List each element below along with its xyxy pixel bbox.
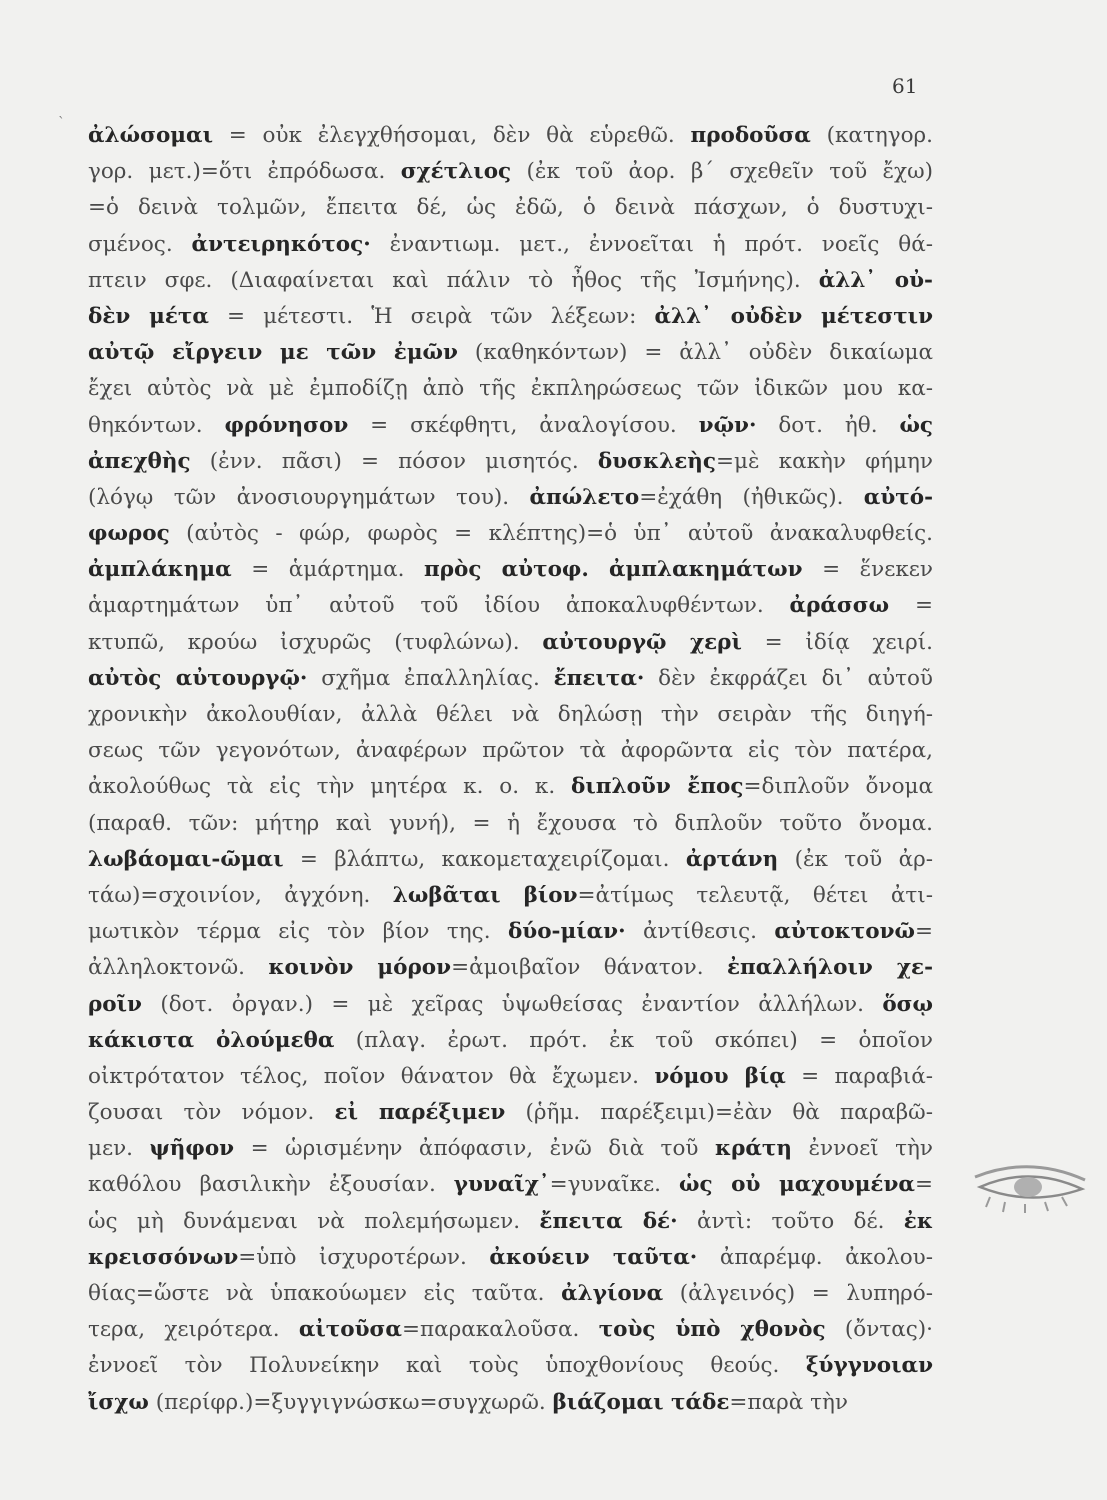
text-line	[88, 1312, 933, 1348]
gloss: (κατηγορ.	[810, 123, 933, 148]
lemma: αὐτουργῷ χερὶ	[542, 629, 742, 655]
gloss: ἁμαρτημάτων ὑπ᾽ αὐτοῦ τοῦ ἰδίου ἀποκαλυφθέντων.	[88, 593, 790, 619]
lemma: ἔπειτα·	[553, 665, 645, 691]
text-line	[88, 335, 933, 371]
gloss: τάω)=σχοινίον, ἀγχόνη.	[88, 882, 393, 908]
gloss: =ἀμοιβαῖον θάνατον.	[451, 955, 727, 981]
gloss: (ὄντας)·	[825, 1317, 933, 1343]
gloss: ἀλληλοκτονῶ.	[88, 955, 269, 981]
gloss: (ἐνν. πᾶσι) = πόσον μισητός.	[190, 448, 598, 474]
gloss: = μέτεστι. Ἡ σειρὰ τῶν λέξεων:	[208, 303, 655, 329]
lemma: ἔπειτα δέ·	[539, 1208, 678, 1234]
lemma: αὐτοκτονῶ	[774, 919, 915, 945]
lemma: φρόνησον	[224, 412, 349, 438]
text-line	[88, 263, 933, 299]
text-line	[88, 1059, 933, 1095]
lemma: ἀρτάνη	[685, 846, 779, 872]
text-line	[88, 1023, 933, 1059]
gloss: =ὁ δεινὰ τολμῶν, ἔπειτα δέ, ὡς ἐδῶ, ὁ δεινὰ πάσχων, ὁ δυστυχι-	[88, 195, 933, 221]
lemma: ἀλγίονα	[561, 1281, 664, 1306]
lemma: αἰτοῦσα	[298, 1317, 402, 1343]
gloss: = ἰδίᾳ χειρί.	[741, 629, 933, 655]
lemma: εἰ παρέξιμεν	[334, 1100, 506, 1126]
gloss: σμένος.	[88, 231, 192, 257]
lemma: νῷν·	[698, 412, 757, 438]
gloss: (ἐκ τοῦ ἀρ-	[778, 846, 934, 872]
lemma: νόμου βίᾳ	[654, 1063, 786, 1089]
text-line	[88, 806, 933, 842]
gloss: =ὑπὸ ἰσχυροτέρων.	[238, 1244, 490, 1270]
lemma: ἀλώσομαι	[88, 123, 213, 148]
text-line	[88, 588, 933, 624]
text-line	[88, 697, 933, 733]
lemma: κοινὸν μόρον	[268, 955, 452, 981]
text-line	[88, 625, 933, 661]
text-line	[88, 1204, 933, 1240]
lemma: ἀπεχθὴς	[88, 448, 191, 474]
lemma: ἀλλ᾽ οὐδὲν μέτεστιν	[654, 303, 933, 329]
text-line	[88, 1385, 933, 1421]
text-line	[88, 950, 933, 986]
lemma: λωβᾶται βίον	[392, 882, 578, 908]
lemma: ξύγγνοιαν	[805, 1353, 933, 1379]
lemma: βιάζομαι τάδε	[552, 1389, 730, 1415]
lemma: ροῖν	[88, 991, 142, 1017]
lemma: ἀμπλάκημα	[88, 557, 232, 583]
lemma: ἴσχω	[88, 1389, 149, 1415]
text-line	[88, 552, 933, 588]
gloss: = παραβιά-	[785, 1063, 933, 1089]
gloss: δὲν ἐκφράζει δι᾽ αὐτοῦ	[644, 665, 934, 691]
text-line	[88, 190, 933, 226]
lemma: ὡς οὐ μαχουμένα	[678, 1172, 915, 1198]
gloss: =	[889, 593, 933, 619]
lemma: ὅσῳ	[882, 991, 933, 1017]
text-line	[88, 516, 933, 552]
lemma: φωρος	[88, 521, 170, 547]
gloss: (λόγῳ τῶν ἀνοσιουργημάτων του).	[88, 484, 530, 510]
page-number: 61	[892, 74, 918, 98]
lemma: δύο-μίαν·	[507, 919, 626, 945]
lemma: κάκιστα ὀλούμεθα	[88, 1027, 335, 1053]
gloss: σεως τῶν γεγονότων, ἀναφέρων πρῶτον τὰ ἀφορῶντα εἰς τὸν πατέρα,	[88, 738, 933, 764]
gloss: (παραθ. τῶν: μήτηρ καὶ γυνή), = ἡ ἔχουσα τὸ διπλοῦν τοῦτο ὄνομα.	[88, 810, 933, 836]
text-line	[88, 480, 933, 516]
gloss: = βλάπτω, κακομεταχειρίζομαι.	[283, 846, 686, 872]
gloss: πτειν σφε. (Διαφαίνεται καὶ πάλιν τὸ ἦθος τῆς Ἰσμήνης).	[88, 267, 819, 293]
lemma: ψῆφον	[149, 1136, 235, 1162]
text-line	[88, 1167, 933, 1203]
gloss: =παρὰ τὴν	[729, 1389, 848, 1415]
lemma: κρεισσόνων	[88, 1244, 239, 1270]
gloss: ἔχει αὐτὸς νὰ μὲ ἐμποδίζῃ ἀπὸ τῆς ἐκπληρώσεως τῶν ἰδικῶν μου κα-	[88, 376, 933, 402]
gloss: = σκέφθητι, ἀναλογίσου.	[348, 412, 699, 438]
text-line	[88, 118, 933, 154]
text-line	[88, 914, 933, 950]
gloss: χρονικὴν ἀκολουθίαν, ἀλλὰ θέλει νὰ δηλώσῃ τὴν σειρὰν τῆς διηγή-	[88, 702, 933, 727]
gloss: =διπλοῦν ὄνομα	[743, 774, 934, 800]
gloss: (ἀλγεινός) = λυπηρό-	[663, 1281, 933, 1306]
lemma: αὐτὸς αὐτουργῷ·	[88, 665, 308, 691]
gloss: =γυναῖκε.	[549, 1172, 679, 1198]
gloss: οἰκτρότατον τέλος, ποῖον θάνατον θὰ ἔχωμεν.	[88, 1063, 655, 1089]
gloss: = ὡρισμένην ἀπόφασιν, ἐνῶ διὰ τοῦ	[234, 1136, 715, 1162]
gloss: ἀντίθεσις.	[625, 919, 775, 945]
text-line	[88, 1276, 933, 1312]
gloss: ὡς μὴ δυνάμεναι νὰ πολεμήσωμεν.	[88, 1208, 540, 1234]
gloss: μεν.	[88, 1136, 150, 1162]
eye-doodle-icon	[970, 1155, 1090, 1215]
gloss: =	[914, 1172, 933, 1198]
text-line	[88, 227, 933, 263]
text-line	[88, 408, 933, 444]
lemma: αὐτό-	[863, 484, 933, 510]
gloss: =	[914, 919, 933, 945]
text-line	[88, 371, 933, 407]
gloss: κτυπῶ, κρούω ἰσχυρῶς (τυφλώνω).	[88, 629, 543, 655]
lemma: ἐπαλλήλοιν χε-	[726, 955, 933, 981]
lemma: προδοῦσα	[690, 123, 811, 148]
lemma: διπλοῦν ἔπος	[571, 774, 744, 800]
lemma: ἀντειρηκότος·	[191, 231, 371, 257]
gloss: =μὲ κακὴν φήμην	[715, 448, 933, 474]
gloss: καθόλου βασιλικὴν ἐξουσίαν.	[88, 1172, 454, 1198]
gloss: θηκόντων.	[88, 412, 225, 438]
lemma: τοὺς ὑπὸ χθονὸς	[598, 1317, 826, 1343]
lemma: αὐτῷ εἴργειν με τῶν ἐμῶν	[88, 340, 458, 366]
gloss: γορ. μετ.)=ὅτι ἐπρόδωσα.	[88, 159, 401, 185]
text-line	[88, 769, 933, 805]
gloss: δοτ. ἠθ.	[756, 412, 900, 438]
gloss: =παρακαλοῦσα.	[401, 1317, 599, 1343]
lemma: λωβάομαι-ῶμαι	[88, 846, 284, 872]
text-line	[88, 1240, 933, 1276]
text-line	[88, 299, 933, 335]
text-line	[88, 661, 933, 697]
lemma: ἀλλ᾽ οὐ-	[818, 267, 933, 293]
text-line	[88, 1095, 933, 1131]
gloss: ἐννοεῖ τὸν Πολυνείκην καὶ τοὺς ὑποχθονίους θεούς.	[88, 1353, 806, 1379]
gloss: ἀπαρέμφ. ἀκολου-	[697, 1244, 933, 1270]
text-line	[88, 154, 933, 190]
gloss: ἐναντιωμ. μετ., ἐννοεῖται ἡ πρότ. νοεῖς θά-	[370, 231, 933, 257]
gloss: θίας=ὥστε νὰ ὑπακούωμεν εἰς ταῦτα.	[88, 1281, 562, 1306]
text-line	[88, 1348, 933, 1384]
gloss: σχῆμα ἐπαλληλίας.	[307, 665, 554, 691]
gloss: (δοτ. ὀργαν.) = μὲ χεῖρας ὑψωθείσας ἐναντίον ἀλλήλων.	[141, 991, 883, 1017]
text-line	[88, 444, 933, 480]
gloss: = οὐκ ἐλεγχθήσομαι, δὲν θὰ εὑρεθῶ.	[212, 123, 691, 148]
gloss: =ἐχάθη (ἠθικῶς).	[639, 484, 864, 510]
gloss: μωτικὸν τέρμα εἰς τὸν βίον της.	[88, 919, 508, 945]
text-line	[88, 842, 933, 878]
text-line	[88, 1131, 933, 1167]
gloss: (περίφρ.)=ξυγγιγνώσκω=συγχωρῶ.	[148, 1389, 553, 1415]
gloss: =ἀτίμως τελευτᾷ, θέτει ἀτι-	[577, 882, 933, 908]
lemma: ἀκούειν ταῦτα·	[489, 1244, 698, 1270]
gloss: ζουσαι τὸν νόμον.	[88, 1100, 335, 1126]
lemma: ἀπώλετο	[529, 484, 640, 510]
gloss: (ἐκ τοῦ ἀορ. β΄ σχεθεῖν τοῦ ἔχω)	[511, 159, 934, 185]
text-line	[88, 987, 933, 1023]
lemma: γυναῖχ᾽	[453, 1172, 550, 1198]
gloss: (ῥῆμ. παρέξειμι)=ἐὰν θὰ παραβῶ-	[505, 1100, 933, 1126]
text-line	[88, 733, 933, 769]
margin-mark: `	[58, 115, 65, 131]
lemma: δὲν μέτα	[88, 303, 209, 329]
lemma: ἀράσσω	[789, 593, 890, 619]
gloss: = ἕνεκεν	[802, 557, 933, 583]
gloss: ἀκολούθως τὰ εἰς τὴν μητέρα κ. ο. κ.	[88, 774, 572, 800]
gloss: ἐννοεῖ τὴν	[792, 1136, 933, 1162]
gloss: = ἁμάρτημα.	[231, 557, 424, 583]
gloss: ἀντὶ: τοῦτο δέ.	[677, 1208, 904, 1234]
gloss: (πλαγ. ἐρωτ. πρότ. ἐκ τοῦ σκόπει) = ὁποῖον	[334, 1027, 933, 1053]
commentary-text-block	[88, 118, 933, 1421]
gloss: (αὐτὸς - φώρ, φωρὸς = κλέπτης)=ὁ ὑπ᾽ αὐτοῦ ἀνακαλυφθείς.	[169, 521, 933, 547]
lemma: σχέτλιος	[400, 159, 512, 185]
gloss: τερα, χειρότερα.	[88, 1317, 299, 1343]
gloss: (καθηκόντων) = ἀλλ᾽ οὐδὲν δικαίωμα	[457, 340, 934, 366]
lemma: δυσκλεὴς	[597, 448, 716, 474]
text-line	[88, 878, 933, 914]
lemma: κράτη	[714, 1136, 793, 1162]
lemma: ὡς	[899, 412, 934, 438]
lemma: πρὸς αὐτοφ. ἀμπλακημάτων	[424, 557, 803, 583]
lemma: ἐκ	[903, 1208, 933, 1234]
